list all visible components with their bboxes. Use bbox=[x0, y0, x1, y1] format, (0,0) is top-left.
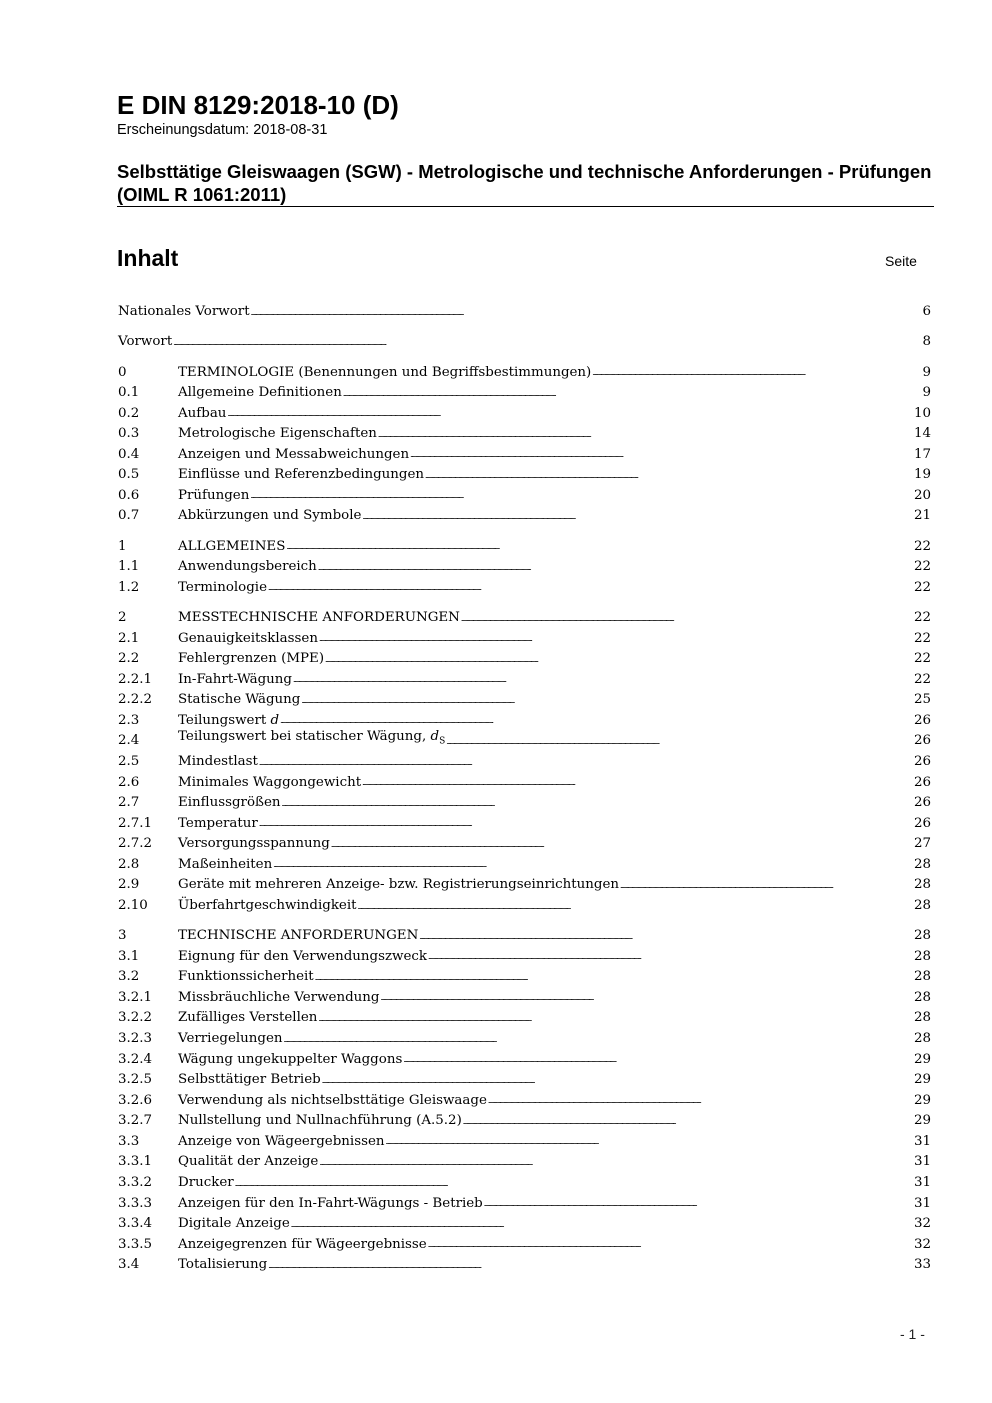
toc-entry[interactable] bbox=[118, 988, 931, 1009]
toc-entry-title-text: Nullstellung und Nullnachführung (A.5.2) bbox=[178, 1113, 462, 1129]
toc-entry-title-text: Einflussgrößen bbox=[178, 795, 281, 811]
toc-entry-title bbox=[178, 814, 258, 835]
toc-entry-title-text: Geräte mit mehreren Anzeige- bzw. Registrierungseinrichtungen bbox=[178, 877, 620, 893]
toc-entry-title-text: Einflüsse und Referenzbedingungen bbox=[178, 467, 425, 483]
toc-entry-title-text: Überfahrtgeschwindigkeit bbox=[178, 897, 357, 913]
toc-entry-page: 25 bbox=[913, 692, 931, 708]
toc-entry-title bbox=[178, 727, 445, 752]
toc-entry-number: 0 bbox=[118, 364, 127, 380]
toc-dot-leader bbox=[592, 362, 921, 383]
toc-entry-page: 32 bbox=[913, 1236, 931, 1252]
toc-entry-page: 8 bbox=[922, 334, 931, 350]
toc-entry-page: 28 bbox=[913, 856, 931, 872]
toc-entry-title bbox=[178, 1255, 267, 1276]
toc-entry-title bbox=[178, 752, 258, 773]
toc-entry-title-text: Teilungswert bbox=[178, 712, 267, 728]
toc-entry[interactable] bbox=[118, 752, 931, 773]
toc-entry-number: 3.3.2 bbox=[118, 1174, 153, 1190]
toc-entry-title-text: Qualität der Anzeige bbox=[178, 1154, 319, 1170]
toc-entry-title-variable: d bbox=[270, 712, 280, 728]
toc-entry[interactable] bbox=[118, 896, 931, 917]
toc-entry-page: 29 bbox=[913, 1051, 931, 1067]
toc-entry-title bbox=[178, 793, 281, 814]
toc-entry-page: 28 bbox=[913, 1010, 931, 1026]
toc-entry-title bbox=[178, 896, 357, 917]
toc-dot-leader bbox=[428, 1234, 913, 1255]
toc-entry-page: 31 bbox=[913, 1154, 931, 1170]
toc-entry-title bbox=[178, 608, 460, 629]
toc-entry-title-text: Temperatur bbox=[178, 815, 258, 831]
toc-entry-title-text: Nationales Vorwort bbox=[118, 304, 250, 319]
toc-entry-number: 3.2.7 bbox=[118, 1113, 153, 1129]
toc-dot-leader bbox=[259, 813, 913, 834]
toc-entry[interactable] bbox=[118, 967, 931, 988]
toc-entry-title bbox=[178, 465, 424, 486]
toc-entry-number: 0.5 bbox=[118, 467, 140, 483]
toc-dot-leader bbox=[425, 465, 913, 486]
toc-entry-page: 22 bbox=[913, 610, 931, 626]
toc-entry[interactable] bbox=[118, 793, 931, 814]
toc-entry-title bbox=[178, 1008, 317, 1029]
toc-entry-number: 3.3.3 bbox=[118, 1195, 153, 1211]
toc-entry-number: 2.1 bbox=[118, 630, 140, 646]
toc-entry-number: 1.1 bbox=[118, 559, 140, 575]
toc-entry-number: 2.2.2 bbox=[118, 692, 153, 708]
toc-entry-page: 31 bbox=[913, 1195, 931, 1211]
document-id: E DIN 8129:2018-10 (D) bbox=[117, 90, 399, 120]
toc-entry[interactable] bbox=[118, 608, 931, 629]
toc-entry-title-text: Prüfungen bbox=[178, 487, 250, 503]
toc-page-column-label: Seite bbox=[885, 253, 917, 269]
toc-dot-leader bbox=[325, 649, 913, 670]
toc-entry-number: 3.2.5 bbox=[118, 1072, 153, 1088]
toc-entry-title bbox=[178, 1214, 290, 1235]
toc-entry-page: 22 bbox=[913, 651, 931, 667]
toc-entry-title-text: Allgemeine Definitionen bbox=[178, 385, 342, 401]
toc-entry-title-text: Terminologie bbox=[178, 579, 268, 595]
toc-entry-title-text: Funktionssicherheit bbox=[178, 969, 314, 985]
toc-entry[interactable] bbox=[118, 1070, 931, 1091]
toc-entry-title bbox=[178, 1173, 234, 1194]
toc-entry-page: 26 bbox=[913, 774, 931, 790]
toc-entry-page: 22 bbox=[913, 630, 931, 646]
toc-entry-title-text: Missbräuchliche Verwendung bbox=[178, 989, 380, 1005]
toc-dot-leader bbox=[484, 1193, 913, 1214]
toc-entry-page: 31 bbox=[913, 1174, 931, 1190]
toc-entry-title-text: Zufälliges Verstellen bbox=[178, 1010, 318, 1026]
toc-entry-title bbox=[178, 1111, 462, 1132]
toc-entry[interactable] bbox=[118, 1091, 931, 1112]
toc-dot-leader bbox=[259, 752, 913, 773]
title-divider bbox=[117, 206, 934, 207]
toc-entry-number: 2.5 bbox=[118, 754, 140, 769]
toc-entry-number: 3.2.4 bbox=[118, 1051, 153, 1067]
toc-entry-title bbox=[178, 947, 427, 968]
toc-dot-leader bbox=[291, 1214, 913, 1235]
toc-entry[interactable] bbox=[118, 1050, 931, 1071]
toc-dot-leader bbox=[343, 383, 922, 404]
toc-entry[interactable] bbox=[118, 1008, 931, 1029]
toc-dot-leader bbox=[235, 1173, 913, 1194]
toc-dot-leader bbox=[315, 967, 913, 988]
toc-entry-page: 28 bbox=[913, 897, 931, 913]
toc-dot-leader bbox=[403, 1049, 913, 1070]
toc-entry[interactable] bbox=[118, 855, 931, 876]
toc-entry-page: 28 bbox=[913, 969, 931, 985]
toc-entry-number: 3.3 bbox=[118, 1133, 140, 1149]
toc-dot-leader bbox=[173, 332, 921, 353]
toc-entry-number: 2.10 bbox=[118, 897, 148, 913]
toc-entry-page: 28 bbox=[913, 1031, 931, 1046]
toc-dot-leader bbox=[268, 1255, 913, 1276]
toc-entry-number: 2.8 bbox=[118, 856, 140, 872]
toc-entry-number: 0.6 bbox=[118, 487, 140, 503]
toc-entry-title-text: Wägung ungekuppelter Waggons bbox=[178, 1051, 403, 1067]
document-title: Selbsttätige Gleiswaagen (SGW) - Metrologische und technische Anforderungen - Prüfungen (OIML R 1061:2011) bbox=[117, 161, 932, 205]
toc-group bbox=[118, 332, 931, 353]
toc-entry[interactable] bbox=[118, 486, 931, 507]
toc-entry[interactable] bbox=[118, 947, 931, 968]
toc-entry-page: 19 bbox=[913, 467, 931, 483]
toc-entry-number: 3.1 bbox=[118, 948, 140, 964]
toc-entry-page: 20 bbox=[913, 487, 931, 503]
toc-entry-title-text: TECHNISCHE ANFORDERUNGEN bbox=[178, 928, 419, 944]
toc-group bbox=[118, 363, 931, 528]
toc-entry-title bbox=[178, 875, 619, 896]
toc-entry-title-text: Eignung für den Verwendungszweck bbox=[178, 948, 428, 964]
toc-entry-page: 22 bbox=[913, 538, 931, 554]
toc-entry-page: 27 bbox=[913, 836, 931, 852]
toc-entry-number: 2 bbox=[118, 610, 127, 626]
toc-entry-title-text: MESSTECHNISCHE ANFORDERUNGEN bbox=[178, 610, 460, 626]
toc-entry-title bbox=[178, 855, 272, 876]
toc-entry[interactable] bbox=[118, 465, 931, 486]
toc-entry-title-text: Digitale Anzeige bbox=[178, 1216, 290, 1232]
toc-entry-number: 0.2 bbox=[118, 405, 140, 421]
toc-entry-page: 33 bbox=[913, 1257, 931, 1273]
toc-entry-number: 2.2.1 bbox=[118, 671, 153, 687]
toc-dot-leader bbox=[428, 946, 913, 967]
toc-entry-title bbox=[178, 773, 361, 794]
toc-entry[interactable] bbox=[118, 926, 931, 947]
toc-entry-page: 28 bbox=[913, 989, 931, 1005]
toc-entry-title-text: Mindestlast bbox=[178, 754, 258, 769]
toc-entry-title-text: Versorgungsspannung bbox=[178, 836, 330, 852]
toc-entry-title-text: Teilungswert bei statischer Wägung, bbox=[178, 728, 427, 744]
toc-dot-leader bbox=[461, 608, 913, 629]
toc-entry[interactable] bbox=[118, 1235, 931, 1256]
toc-dot-leader bbox=[410, 444, 913, 465]
toc-entry-number: 3.3.1 bbox=[118, 1154, 153, 1170]
toc-entry-title-text: Maßeinheiten bbox=[178, 856, 273, 872]
toc-entry-title bbox=[178, 670, 292, 691]
toc-dot-leader bbox=[301, 690, 913, 711]
toc-dot-leader bbox=[227, 403, 913, 424]
toc-entry[interactable] bbox=[118, 557, 931, 578]
toc-entry-title bbox=[178, 1091, 487, 1112]
toc-dot-leader bbox=[488, 1090, 913, 1111]
toc-entry-page: 21 bbox=[913, 508, 931, 524]
toc-dot-leader bbox=[250, 485, 913, 506]
toc-entry-title-text: Aufbau bbox=[178, 405, 227, 421]
toc-entry-title bbox=[178, 1235, 427, 1256]
toc-entry-number: 2.7 bbox=[118, 795, 140, 811]
toc-entry-title-text: Selbsttätiger Betrieb bbox=[178, 1072, 321, 1088]
toc-entry-title bbox=[178, 629, 318, 650]
toc-entry-title bbox=[178, 926, 418, 947]
toc-entry-page: 9 bbox=[922, 364, 931, 380]
toc-entry-title-subscript: S bbox=[439, 736, 446, 747]
toc-entry-title-text: Verwendung als nichtselbsttätige Gleiswaage bbox=[178, 1092, 487, 1108]
toc-group bbox=[118, 537, 931, 599]
toc-heading: Inhalt bbox=[117, 245, 179, 271]
toc-entry-number: 0.7 bbox=[118, 508, 140, 524]
toc-entry-number: 2.7.1 bbox=[118, 815, 153, 831]
toc-entry-number: 2.3 bbox=[118, 712, 140, 728]
toc-entry-title bbox=[178, 1029, 283, 1050]
toc-entry[interactable] bbox=[118, 834, 931, 855]
toc-entry-page: 29 bbox=[913, 1072, 931, 1088]
toc-entry-number: 1 bbox=[118, 538, 127, 554]
toc-entry-page: 28 bbox=[913, 877, 931, 893]
toc-dot-leader bbox=[419, 926, 913, 947]
toc-entry-page: 28 bbox=[913, 948, 931, 964]
toc-entry-title bbox=[178, 690, 300, 711]
toc-entry-page: 29 bbox=[913, 1113, 931, 1129]
toc-entry[interactable] bbox=[118, 383, 931, 404]
toc-entry[interactable] bbox=[118, 578, 931, 599]
toc-entry-number: 3 bbox=[118, 928, 127, 944]
toc-entry[interactable] bbox=[118, 1255, 931, 1276]
toc-entry-number: 3.3.4 bbox=[118, 1216, 153, 1232]
toc-entry[interactable] bbox=[118, 649, 931, 670]
toc-dot-leader bbox=[268, 577, 913, 598]
toc-dot-leader bbox=[358, 896, 913, 917]
toc-dot-leader bbox=[386, 1131, 913, 1152]
toc-entry-title bbox=[178, 1132, 385, 1153]
toc-dot-leader bbox=[378, 424, 913, 445]
toc-entry[interactable] bbox=[118, 1173, 931, 1194]
toc-entry-title bbox=[178, 557, 317, 578]
toc-entry-title-variable: d bbox=[430, 728, 440, 744]
toc-entry-number: 0.1 bbox=[118, 385, 140, 401]
toc-entry-title-text: Anzeigen und Messabweichungen bbox=[178, 446, 410, 462]
toc-entry[interactable] bbox=[118, 728, 931, 752]
toc-dot-leader bbox=[251, 302, 922, 323]
toc-entry-title-text: Fehlergrenzen (MPE) bbox=[178, 651, 325, 667]
toc-entry-page: 29 bbox=[913, 1092, 931, 1108]
toc-entry-number: 3.2.2 bbox=[118, 1010, 153, 1026]
toc-entry-page: 26 bbox=[913, 815, 931, 831]
toc-entry-title-text: Drucker bbox=[178, 1174, 234, 1190]
toc-dot-leader bbox=[380, 987, 912, 1008]
toc-entry-page: 9 bbox=[922, 385, 931, 401]
toc-entry[interactable] bbox=[118, 537, 931, 558]
toc-dot-leader bbox=[620, 875, 913, 896]
toc-dot-leader bbox=[463, 1111, 913, 1132]
toc-entry-page: 10 bbox=[913, 405, 931, 421]
toc-dot-leader bbox=[446, 731, 913, 752]
toc-entry-title bbox=[178, 578, 267, 599]
toc-entry-title-text: Statische Wägung bbox=[178, 692, 301, 708]
toc-entry-title-text: Genauigkeitsklassen bbox=[178, 630, 318, 646]
toc-dot-leader bbox=[286, 536, 913, 557]
toc-entry-page: 26 bbox=[913, 712, 931, 728]
toc-entry-number: 2.7.2 bbox=[118, 836, 153, 852]
toc-entry-number: 2.2 bbox=[118, 651, 140, 667]
toc-entry-number: 0.3 bbox=[118, 426, 140, 442]
toc-entry-number: 3.4 bbox=[118, 1257, 140, 1273]
toc-entry-page: 14 bbox=[913, 426, 931, 442]
toc-entry-title bbox=[178, 445, 409, 466]
toc-dot-leader bbox=[319, 628, 913, 649]
toc-entry[interactable] bbox=[118, 302, 931, 323]
toc-entry-title bbox=[178, 506, 361, 527]
toc-entry-title bbox=[178, 486, 249, 507]
toc-dot-leader bbox=[284, 1029, 913, 1050]
toc-entry-number: 2.6 bbox=[118, 774, 140, 790]
toc-entry-page: 26 bbox=[913, 733, 931, 749]
toc-dot-leader bbox=[362, 772, 913, 793]
toc-entry-title-text: Totalisierung bbox=[178, 1257, 268, 1273]
toc-entry-title bbox=[118, 302, 250, 323]
toc-entry[interactable] bbox=[118, 445, 931, 466]
toc-entry-title-text: Anzeige von Wägeergebnissen bbox=[178, 1133, 385, 1149]
toc-entry-title-text: Anzeigen für den In-Fahrt-Wägungs - Betrieb bbox=[178, 1195, 483, 1211]
toc-entry-title bbox=[178, 1070, 321, 1091]
toc-entry[interactable] bbox=[118, 670, 931, 691]
toc-entry-number: 2.4 bbox=[118, 733, 140, 749]
toc-entry-title bbox=[178, 383, 342, 404]
toc-entry-title-text: In-Fahrt-Wägung bbox=[178, 671, 292, 687]
toc-entry-page: 26 bbox=[913, 754, 931, 769]
toc-entry-number: 3.2.6 bbox=[118, 1092, 153, 1108]
toc-entry[interactable] bbox=[118, 332, 931, 353]
toc-entry-title bbox=[178, 967, 314, 988]
toc-entry-page: 28 bbox=[913, 928, 931, 944]
toc-entry-number: 2.9 bbox=[118, 877, 140, 893]
toc-dot-leader bbox=[331, 834, 913, 855]
toc-entry[interactable] bbox=[118, 1152, 931, 1173]
toc-entry-number: 1.2 bbox=[118, 579, 140, 595]
page-number: - 1 - bbox=[900, 1326, 925, 1342]
toc-entry-page: 31 bbox=[913, 1133, 931, 1149]
toc-entry-title bbox=[178, 1050, 402, 1071]
toc-entry[interactable] bbox=[118, 1214, 931, 1235]
toc-entry[interactable] bbox=[118, 814, 931, 835]
toc-dot-leader bbox=[362, 506, 913, 527]
toc-entry-title bbox=[178, 1152, 318, 1173]
toc-entry[interactable] bbox=[118, 875, 931, 896]
toc-entry-title-text: TERMINOLOGIE (Benennungen und Begriffsbestimmungen) bbox=[178, 364, 592, 380]
table-of-contents bbox=[118, 302, 931, 1285]
toc-entry-page: 17 bbox=[913, 446, 931, 462]
toc-entry-title bbox=[118, 332, 172, 353]
toc-dot-leader bbox=[318, 1008, 913, 1029]
toc-entry-number: 3.2 bbox=[118, 969, 140, 985]
toc-entry-number: 3.3.5 bbox=[118, 1236, 153, 1252]
toc-group bbox=[118, 608, 931, 916]
toc-entry-title-text: Metrologische Eigenschaften bbox=[178, 426, 377, 442]
toc-entry-title bbox=[178, 363, 591, 384]
toc-entry-title-text: ALLGEMEINES bbox=[178, 538, 286, 554]
toc-dot-leader bbox=[318, 557, 913, 578]
toc-entry[interactable] bbox=[118, 773, 931, 794]
toc-entry-page: 22 bbox=[913, 559, 931, 575]
toc-group bbox=[118, 926, 931, 1276]
toc-dot-leader bbox=[319, 1152, 913, 1173]
toc-dot-leader bbox=[273, 854, 913, 875]
toc-entry[interactable] bbox=[118, 1132, 931, 1153]
toc-entry-title bbox=[178, 649, 324, 670]
toc-entry[interactable] bbox=[118, 1029, 931, 1050]
toc-entry-title-text: Anzeigegrenzen für Wägeergebnisse bbox=[178, 1236, 427, 1252]
toc-group bbox=[118, 302, 931, 323]
toc-entry-title bbox=[178, 404, 226, 425]
toc-entry[interactable] bbox=[118, 629, 931, 650]
toc-entry-title bbox=[178, 1194, 483, 1215]
toc-entry-page: 32 bbox=[913, 1216, 931, 1232]
toc-dot-leader bbox=[322, 1070, 913, 1091]
toc-entry-title-text: Minimales Waggongewicht bbox=[178, 774, 362, 790]
toc-entry-number: 3.2.1 bbox=[118, 989, 153, 1005]
toc-entry-title-text: Vorwort bbox=[118, 334, 173, 350]
publication-date: Erscheinungsdatum: 2018-08-31 bbox=[117, 122, 328, 138]
toc-entry-title-text: Verriegelungen bbox=[178, 1031, 283, 1046]
toc-entry[interactable] bbox=[118, 690, 931, 711]
toc-entry[interactable] bbox=[118, 404, 931, 425]
toc-entry-page: 22 bbox=[913, 579, 931, 595]
toc-dot-leader bbox=[282, 793, 913, 814]
toc-entry[interactable] bbox=[118, 363, 931, 384]
toc-entry[interactable] bbox=[118, 1111, 931, 1132]
toc-entry-title bbox=[178, 537, 285, 558]
toc-entry-title bbox=[178, 424, 377, 445]
toc-entry-page: 6 bbox=[922, 304, 931, 319]
toc-entry-page: 26 bbox=[913, 795, 931, 811]
toc-entry-page: 22 bbox=[913, 671, 931, 687]
toc-entry-title bbox=[178, 988, 379, 1009]
toc-entry[interactable] bbox=[118, 506, 931, 527]
toc-dot-leader bbox=[293, 669, 913, 690]
toc-entry[interactable] bbox=[118, 424, 931, 445]
toc-entry-number: 0.4 bbox=[118, 446, 140, 462]
toc-entry[interactable] bbox=[118, 1194, 931, 1215]
toc-entry-title bbox=[178, 834, 330, 855]
toc-entry-title-text: Abkürzungen und Symbole bbox=[178, 508, 362, 524]
toc-entry-title-text: Anwendungsbereich bbox=[178, 559, 317, 575]
toc-entry-number: 3.2.3 bbox=[118, 1031, 153, 1046]
